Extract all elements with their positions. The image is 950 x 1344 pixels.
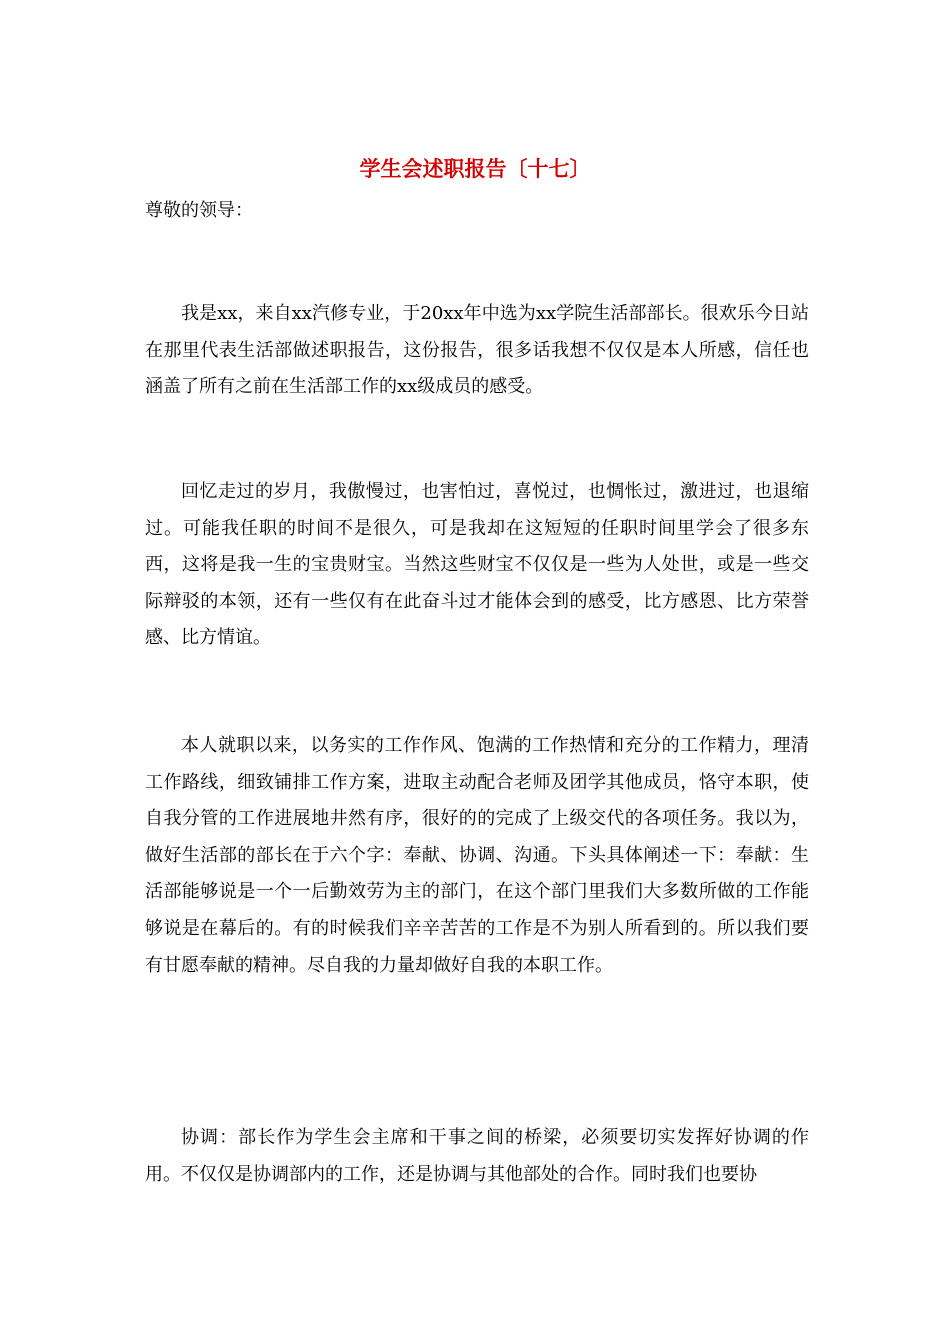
salutation: 尊敬的领导： [145, 200, 253, 221]
paragraph-2: 回忆走过的岁月，我傲慢过，也害怕过，喜悦过，也惆怅过，激进过，也退缩过。可能我任职的时间不是很久，可是我却在这短短的任职时间里学会了很多东西，这将是我一生的宝贵财宝。当然这些财宝不仅仅是一些为人处世，或是一些交际辩驳的本领，还有一些仅有在此奋斗过才能体会到的感受，比方感恩、比方荣誉感、比方情谊。 [145, 481, 809, 649]
document-title: 学生会述职报告〔十七〕 [359, 156, 591, 181]
paragraph-4: 协调：部长作为学生会主席和干事之间的桥梁，必须要切实发挥好协调的作用。不仅仅是协调部内的工作，还是协调与其他部处的合作。同时我们也要协 [145, 1127, 809, 1185]
paragraph-1: 我是xx，来自xx汽修专业，于20xx年中选为xx学院生活部部长。很欢乐今日站在那里代表生活部做述职报告，这份报告，很多话我想不仅仅是本人所感，信任也涵盖了所有之前在生活部工作的xx级成员的感受。 [145, 303, 809, 398]
paragraph-3: 本人就职以来，以务实的工作作风、饱满的工作热情和充分的工作精力，理清工作路线，细致铺排工作方案，进取主动配合老师及团学其他成员，恪守本职，使自我分管的工作进展地井然有序，很好的的完成了上级交代的各项任务。我以为，做好生活部的部长在于六个字：奉献、协调、沟通。下头具体阐述一下：奉献：生活部能够说是一个一后勤效劳为主的部门，在这个部门里我们大多数所做的工作能够说是在幕后的。有的时候我们辛辛苦苦的工作是不为别人所看到的。所以我们要有甘愿奉献的精神。尽自我的力量却做好自我的本职工作。 [145, 735, 809, 976]
